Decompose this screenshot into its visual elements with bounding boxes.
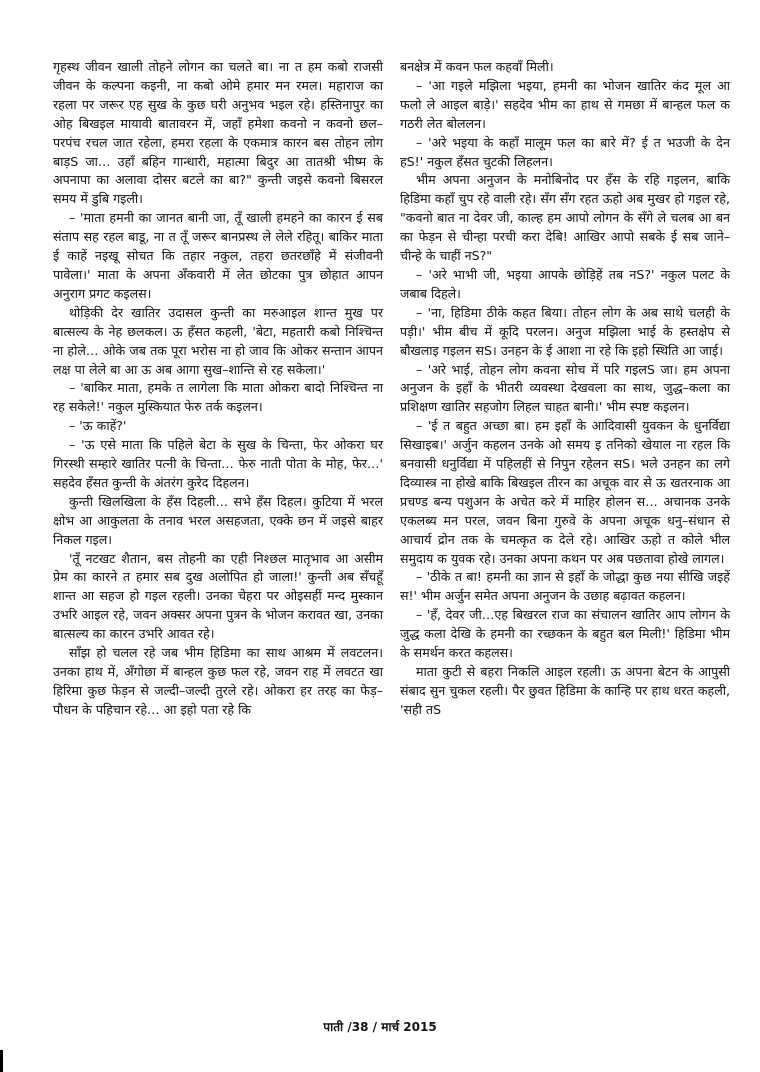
paragraph: – 'ई त बहुत अच्छा बा। हम इहाँ के आदिवासी युवकन के धुनर्विद्या सिखाइब।' अर्जुन कहलन उनके ओ समय इ तनिको खेयाल ना रहल कि बनवासी धनुर्विद्या में पहिलहीं से निपुन रहेलन सS। भले उनहन का लगे दिव्यास्त्र ना होखे बाकि बिखइल तीरन का अचूक वार से ऊ खतरनाक आ प्रचण्ड बन्य पशुअन के अचेत करे में माहिर होलन स… अचानक उनके एकलब्य मन परल, जवन बिना गुरुवे के अपना अचूक धनु–संधान से आचार्य द्रोन तक के चमत्कृत क देले रहे। आखिर ऊहो त कोले भील समुदाय क युवक रहे। उनका अपना कथन पर अब पछतावा होखे लागल। <box>400 418 730 566</box>
issue-date: / मार्च 2015 <box>372 1020 437 1034</box>
left-column <box>53 58 383 720</box>
right-column <box>400 58 730 720</box>
paragraph: कुन्ती खिलखिला के हँस दिहली… सभे हँस दिहल। कुटिया में भरल क्षोभ आ आकुलता के तनाव भरल असहजता, एक्के छन में जइसे बाहर निकल गइल। <box>53 493 383 547</box>
paragraph: माता कुटी से बहरा निकलि आइल रहली। ऊ अपना बेटन के आपुसी संबाद सुन चुकल रहली। पैर छुवत हिडिमा के कान्हि पर हाथ धरत कहली, 'सही तS <box>400 664 730 717</box>
paragraph: गृहस्थ जीवन खाली तोहने लोगन का चलते बा। ना त हम कबो राजसी जीवन के कल्पना कइनी, ना कबो ओमे हमार मन रमल। महाराज का रहला पर जरूर एह सुख के कुछ घरी अनुभव भइल रहे। हस्तिनापुर का ओह बिखइल मायावी बातावरन में, जहाँ हमेशा कवनो न कवनो छल–परपंच रचल जात रहेला, हमरा रहला के एकमात्र कारन बस तोहन लोग बाड़S जा… उहाँ बहिन गान्धारी, महात्मा बिदुर आ तातश्री भीष्म के अपनापा का अलावा दोसर बटले का बा?" कुन्ती जइसे कवनो बिसरल समय में डुबि गइली। <box>53 59 383 207</box>
paragraph: – 'आ गइले मझिला भइया, हमनी का भोजन खातिर कंद मूल आ फलो ले आइल बाड़े।' सहदेव भीम का हाथ से गमछा में बान्हल फल क गठरी लेत बोललन। <box>400 77 730 131</box>
paragraph: – 'बाकिर माता, हमके त लागेला कि माता ओकरा बादो निश्चिन्त ना रह सकेले!' नकुल मुस्कियात फेरु तर्क कइलन। <box>53 380 383 415</box>
paragraph: – 'अरे भाई, तोहन लोग कवना सोच में परि गइलS जा। हम अपना अनुजन के इहाँ के भीतरी व्यवस्था देखवला का साथ, जुद्ध–कला का प्रशिक्षण खातिर सहजोग लिहल चाहत बानी।' भीम स्पष्ट कइलन। <box>400 361 731 415</box>
paragraph: 'तूँ नटखट शैतान, बस तोहनी का एही निश्छल मातृभाव आ असीम प्रेम का कारने त हमार सब दुख अलोपित हो जाला!' कुन्ती अब सँचहूँ शान्त आ सहज हो गइल रहली। उनका चेहरा पर ओइसहीं मन्द मुस्कान उभरि आइल रहे, जवन अक्सर अपना पुत्रन के भोजन करावत खा, उनका बात्सल्य का कारन उभरि आवत रहे। <box>53 550 383 642</box>
paragraph: – 'अरे भइया के कहाँ मालूम फल का बारे में? ई त भउजी के देन हS!' नकुल हँसत चुटकी लिहलन। <box>400 134 730 169</box>
paragraph: – 'ऊ काहें?' <box>69 418 127 434</box>
paragraph: – 'ना, हिडिमा ठीके कहत बिया। तोहन लोग के अब साथे चलही के पड़ी।' भीम बीच में कूदि परलन। अनुज मझिला भाई के हस्तक्षेप से बौखलाइ गइलन सS। उनहन के ई आशा ना रहे कि इहो स्थिति आ जाई। <box>400 304 730 358</box>
paragraph: बनक्षेत्र में कवन फल कहवाँ मिली। <box>400 59 554 74</box>
paragraph: भीम अपना अनुजन के मनोबिनोद पर हँस के रहि गइलन, बाकि हिडिमा कहाँ चुप रहे वाली रहे। सँग सँग रहत ऊहो अब मुखर हो गइल रहे, "कवनो बात ना देवर जी, काल्ह हम आपो लोगन के सँगे ले चलब आ बन का फेड़न से चीन्हा परची करा देबि! आखिर आपो सबके ई सब जाने–चीन्हे के चाहीं नS?" <box>400 172 730 264</box>
paragraph: – 'ऊ एसे माता कि पहिले बेटा के सुख के चिन्ता, फेर ओकरा घर गिरस्थी सम्हारे खातिर पत्नी के चिन्ता… फेरु नाती पोता के मोह, फेर…' सहदेव हँसत कुन्ती के अंतरंग कुरेद दिहलन। <box>53 437 383 490</box>
paragraph: साँझ हो चलल रहे जब भीम हिडिमा का साथ आश्रम में लवटलन। उनका हाथ में, अँगोछा में बान्हल कुछ फल रहे, जवन राह में लवटत खा हिरिमा कुछ फेड़न से जल्दी–जल्दी तुरले रहे। ओकरा हर तरह का फेड़–पौधन के पहिचान रहे… आ इहो पता रहे कि <box>53 645 383 717</box>
paragraph: – 'माता हमनी का जानत बानी जा, तूँ खाली हमहने का कारन ई सब संताप सह रहल बाडू, ना त तूँ जरूर बानप्रस्थ ले लेले रहितू। बाकिर माता ई काहें नइखू सोचत कि तहार नकुल, तहरा छतरछाँहे में संजीवनी पावेला।' माता के अपना अँकवारी में लेत छोटका पुत्र छोहात आपन अनुराग प्रगट कइलस। <box>53 210 383 301</box>
scan-edge-mark <box>0 1050 3 1072</box>
page-number: /38 <box>347 1020 369 1034</box>
paragraph: – 'ठीके त बा! हमनी का ज्ञान से इहाँ के जोद्धा कुछ नया सीखि जइहें स!' भीम अर्जुन समेत अपना अनुजन के उछाह बढ़ावत कहलन। <box>400 569 730 604</box>
paragraph: थोड़िकी देर खातिर उदासल कुन्ती का मरुआइल शान्त मुख पर बात्सल्य के नेह छलकल। ऊ हँसत कहली, 'बेटा, महतारी कबो निश्चिन्त ना होले… ओके जब तक पूरा भरोस ना हो जाव कि ओकर सन्तान आपन लक्ष पा लेले बा आ ऊ अब आगा सुख–शान्ति से रह सकेला।' <box>53 304 383 377</box>
paragraph: – 'अरे भाभी जी, भइया आपके छोड़िहें तब नS?' नकुल पलट के जबाब दिहले। <box>400 266 730 301</box>
paragraph: – 'हँ, देवर जी…एह बिखरल राज का संचालन खातिर आप लोगन के जुद्ध कला देखि के हमनी का रच्छकन के बहुत बल मिली!' हिडिमा भीम के समर्थन करत कहलस। <box>400 607 730 661</box>
page-footer <box>0 1018 760 1035</box>
magazine-name: पाती <box>323 1020 344 1034</box>
